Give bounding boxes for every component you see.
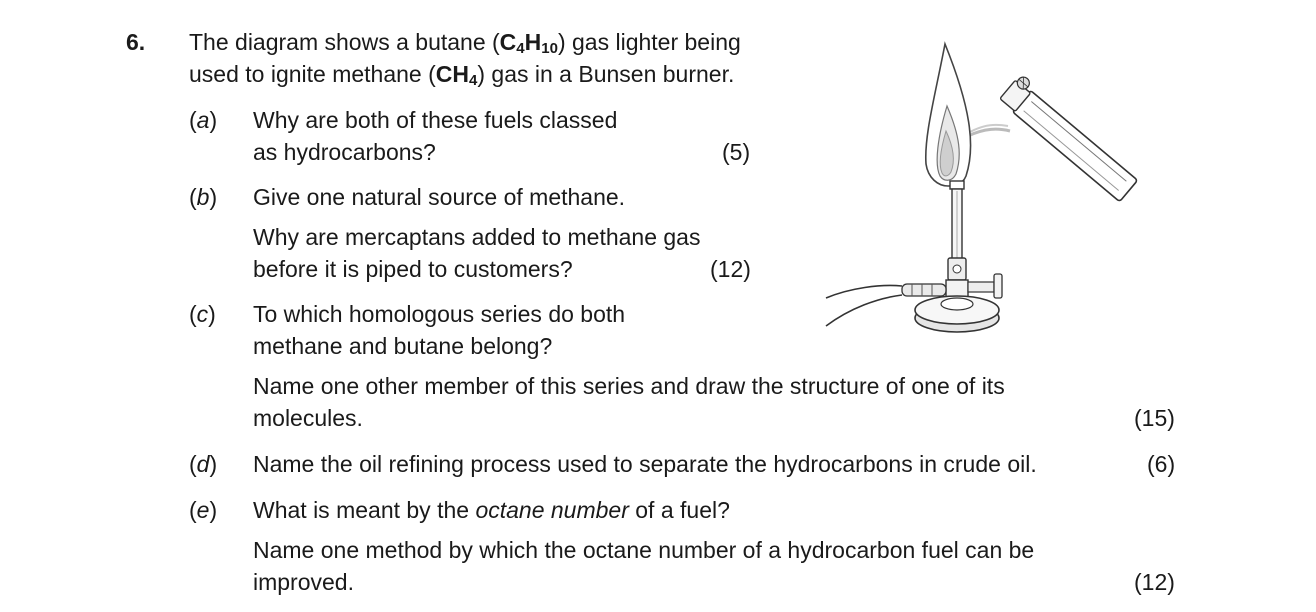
part-c-line-4: molecules. xyxy=(253,405,363,431)
question-intro-line-1: The diagram shows a butane $(C_4H_{10})$ gas lighter being xyxy=(189,29,741,57)
part-d-marks: (6) xyxy=(1147,451,1176,477)
bunsen-burner-lighter-illustration xyxy=(820,36,1140,356)
part-a-marks: (5) xyxy=(722,139,751,165)
part-c-marks: (15) xyxy=(1134,405,1175,431)
question-intro-line-2: used to ignite methane $(CH_4)$ gas in a Bunsen burner. xyxy=(189,61,735,89)
part-b-marks: (12) xyxy=(710,256,751,282)
part-d-line-1: Name the oil refining process used to separate the hydrocarbons in crude oil. xyxy=(253,451,1037,477)
part-e-line-3: improved. xyxy=(253,569,354,595)
part-b-label: (b) xyxy=(189,184,218,210)
part-c-line-3: Name one other member of this series and draw the structure of one of its xyxy=(253,373,1005,399)
part-a-line-2: as hydrocarbons? xyxy=(253,139,436,165)
flame-icon xyxy=(926,44,971,186)
part-b-line-2: Why are mercaptans added to methane gas xyxy=(253,224,701,250)
bunsen-burner-icon xyxy=(902,181,1002,332)
part-c-line-2: methane and butane belong? xyxy=(253,333,553,359)
part-c-label: (c) xyxy=(189,301,216,327)
part-b-line-3: before it is piped to customers? xyxy=(253,256,573,282)
part-b-line-1: Give one natural source of methane. xyxy=(253,184,626,210)
part-a-label: (a) xyxy=(189,107,218,133)
part-d-label: (d) xyxy=(189,451,218,477)
question-number: 6. xyxy=(126,29,146,55)
part-e-line-2: Name one method by which the octane number of a hydrocarbon fuel can be xyxy=(253,537,1035,563)
gas-hose-icon xyxy=(826,286,902,327)
gas-lighter-icon xyxy=(968,73,1140,201)
part-c-line-1: To which homologous series do both xyxy=(253,301,626,327)
part-a-line-1: Why are both of these fuels classed xyxy=(253,107,618,133)
part-e-label: (e) xyxy=(189,497,218,523)
part-e-line-1: What is meant by the octane number of a fuel? xyxy=(253,497,730,523)
part-e-marks: (12) xyxy=(1134,569,1175,595)
